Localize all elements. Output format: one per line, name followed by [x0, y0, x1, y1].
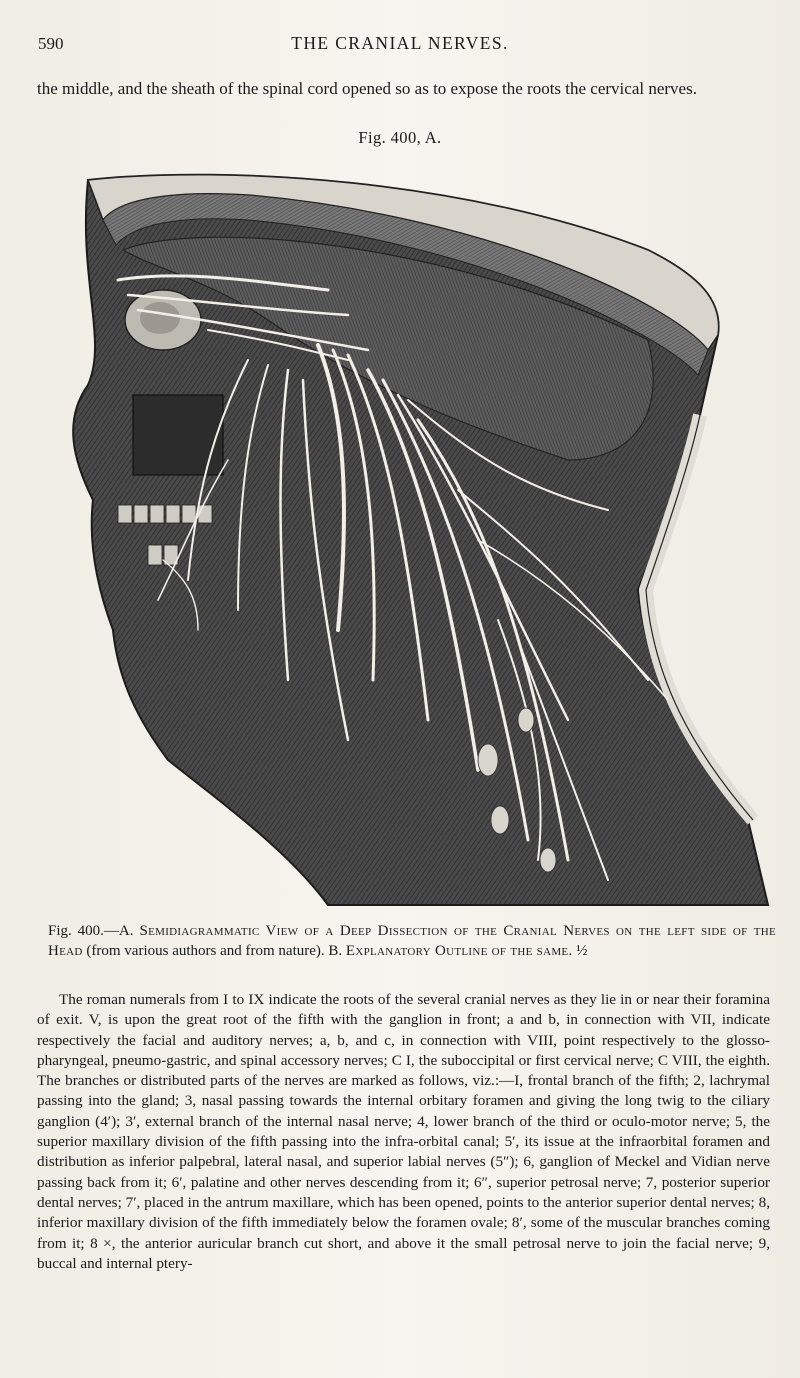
intro-text: the middle, and the sheath of the spinal cord opened so as to expose the roots the cervical nerves. — [37, 79, 697, 98]
page-number: 590 — [38, 34, 64, 53]
figure-caption — [48, 922, 776, 961]
caption-title: Semidiagrammatic View of a Deep Dissection of the Cranial Nerves on the left side of the Head — [48, 923, 777, 959]
caption-title-2: Explanatory Outline of the same. — [345, 942, 573, 959]
caption-rest: (from various authors and from nature). B. — [82, 942, 346, 959]
caption-lead: Fig. 400.—A. — [48, 923, 140, 939]
caption-scale: ½ — [572, 942, 588, 959]
body-paragraph: The roman numerals from I to IX indicate the roots of the several cranial nerves as they lie in or near their foramina of exit. V, is upon the great root of the fifth with the ganglion in front; a and b, in connection with VII, indicate respectively the facial and auditory nerves; a, b, and c, in connection with VIII, point respectively to the glosso-pharyngeal, pneumo-gastric, and spinal accessory nerves; C I, the suboccipital or first cervical nerve; C VIII, the eighth. The branches or distributed parts of the nerves are marked as follows, viz.:—I, frontal branch of the fifth; 2, lachrymal passing into the gland; 3, nasal passing towards the internal orbitary foramen and giving the long twig to the ciliary ganglion (4′); 3′, external branch of the internal nasal nerve; 4, lower branch of the third or oculo-motor nerve; 5, the superior maxillary division of the fifth passing into the infra-orbital canal; 5′, its issue at the infraorbital foramen and distribution as inferior palpebral, lateral nasal, and superior labial nerves (5″); 6, ganglion of Meckel and Vidian nerve passing back from it; 6′, palatine and other nerves descending from it; 6″, superior petrosal nerve; 7, posterior superior dental nerves; 7′, placed in the antrum maxillare, which has been opened, points to the anterior superior dental nerves; 8, inferior maxillary division of the fifth immediately below the foramen ovale; 8′, some of the muscular branches coming from it; 8 ×, the anterior auricular branch cut short, and above it the small petrosal nerve to join the facial nerve; 9, buccal and internal ptery- — [37, 991, 770, 1272]
body-text — [37, 990, 770, 1274]
running-title: THE CRANIAL NERVES. — [291, 33, 509, 53]
anatomical-engraving — [48, 160, 778, 910]
maxilla-cavity — [133, 395, 223, 475]
figure-label: Fig. 400, A. — [358, 128, 442, 147]
